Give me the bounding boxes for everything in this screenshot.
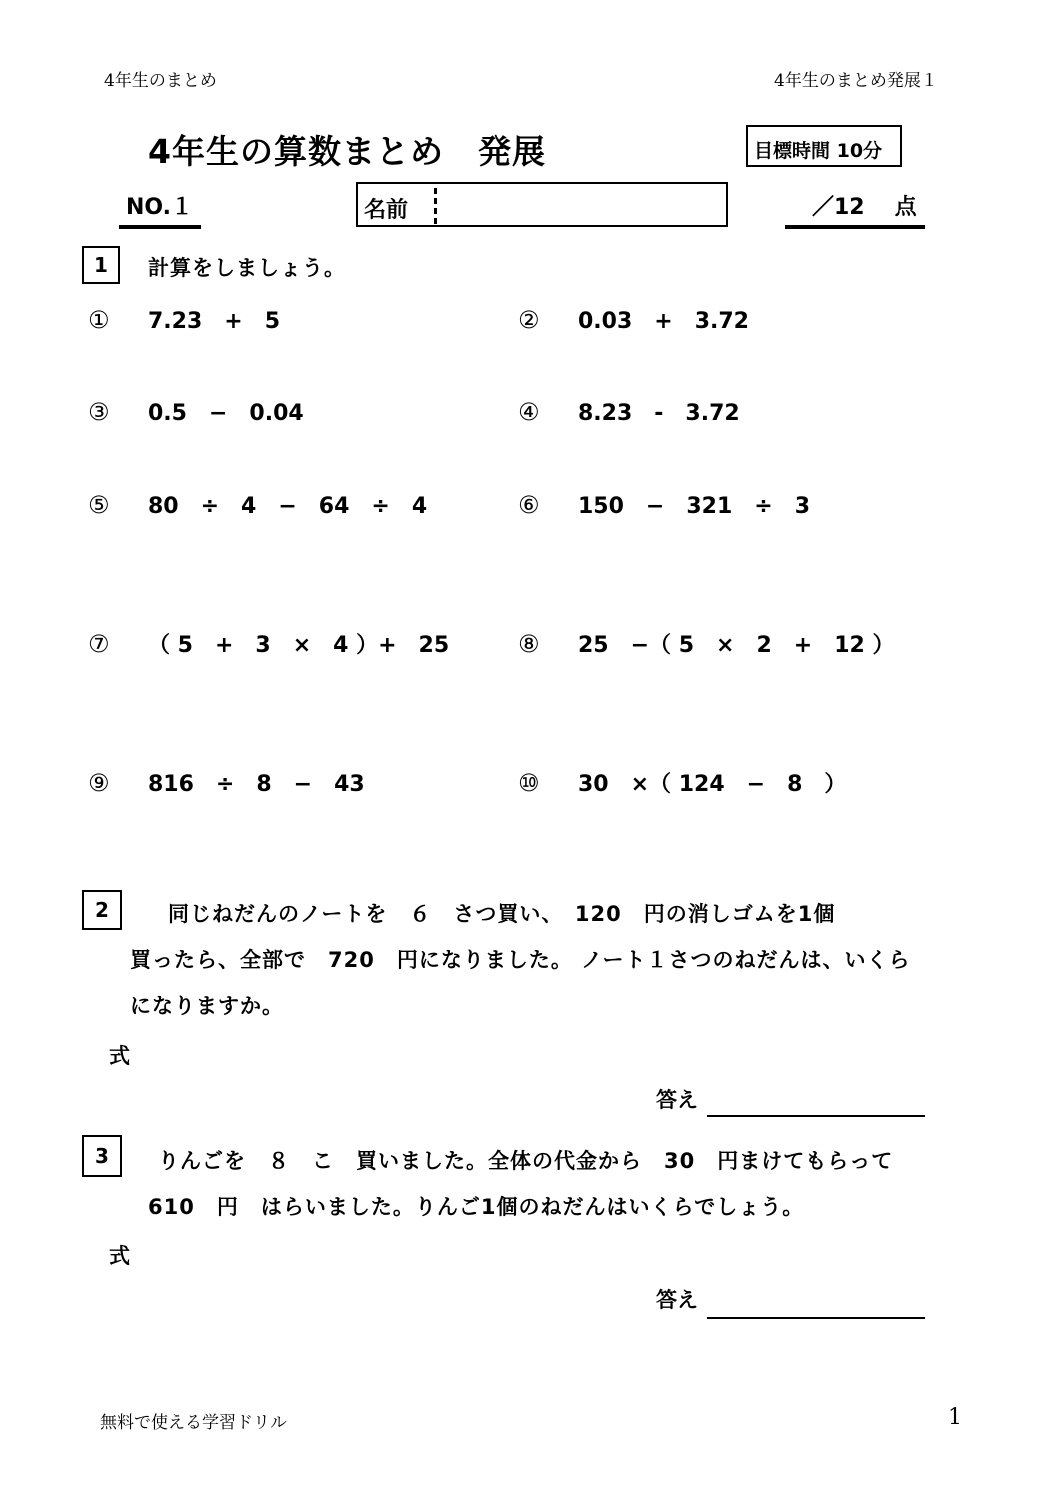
problem-1 bbox=[88, 304, 280, 335]
name-field[interactable] bbox=[356, 182, 728, 227]
section3-answer-label: 答え bbox=[656, 1288, 698, 1312]
problem-2-number: ② bbox=[518, 306, 540, 334]
section2-answer-line[interactable] bbox=[707, 1115, 925, 1117]
section2-line-3: になりますか。 bbox=[130, 994, 284, 1018]
problem-10-number: ⑩ bbox=[518, 769, 540, 797]
header-right: 4年生のまとめ発展１ bbox=[774, 71, 938, 91]
problem-9 bbox=[88, 767, 365, 798]
section2-formula-label: 式 bbox=[109, 1044, 131, 1068]
footer-left: 無料で使える学習ドリル bbox=[100, 1413, 287, 1433]
problem-10-expr: 30 ×（ 124 − 8 ） bbox=[578, 772, 847, 797]
problem-8-number: ⑧ bbox=[518, 630, 540, 658]
problem-8-expr: 25 −（ 5 × 2 + 12 ） bbox=[578, 633, 895, 658]
target-time-box bbox=[746, 125, 902, 167]
section3-number-box bbox=[82, 1135, 122, 1177]
section1-number-box bbox=[82, 246, 120, 284]
score-unit: 点 bbox=[894, 195, 917, 220]
problem-9-expr: 816 ÷ 8 − 43 bbox=[148, 772, 365, 797]
problem-7-expr: （ 5 + 3 × 4 ）+ 25 bbox=[148, 633, 450, 658]
problem-4 bbox=[518, 396, 740, 427]
target-time: 目標時間 10分 bbox=[754, 140, 883, 162]
problem-8 bbox=[518, 628, 894, 659]
problem-2-expr: 0.03 + 3.72 bbox=[578, 309, 749, 334]
problem-2 bbox=[518, 304, 749, 335]
section2-line-1: 同じねだんのノートを ６ さつ買い、 120 円の消しゴムを1個 bbox=[168, 902, 836, 926]
problem-4-number: ④ bbox=[518, 398, 540, 426]
problem-4-expr: 8.23 - 3.72 bbox=[578, 401, 740, 426]
section2-number: 2 bbox=[95, 898, 109, 922]
section3-answer-line[interactable] bbox=[707, 1317, 925, 1319]
title-sub: 発展 bbox=[477, 132, 546, 171]
section3-line-1: りんごを ８ こ 買いました。全体の代金から 30 円まけてもらって bbox=[158, 1149, 894, 1173]
section3-line-2: 610 円 はらいました。りんご1個のねだんはいくらでしょう。 bbox=[148, 1195, 805, 1219]
problem-7 bbox=[88, 628, 449, 659]
section1-number: 1 bbox=[94, 253, 108, 277]
sheet-number: NO.１ bbox=[126, 195, 193, 220]
section3-number: 3 bbox=[95, 1144, 109, 1168]
problem-3-expr: 0.5 − 0.04 bbox=[148, 401, 304, 426]
section2-line-2: 買ったら、全部で 720 円になりました。 ノート１さつのねだんは、いくら bbox=[130, 948, 911, 972]
name-label: 名前 bbox=[364, 198, 409, 223]
page-title bbox=[148, 126, 546, 173]
problem-6-expr: 150 − 321 ÷ 3 bbox=[578, 494, 811, 519]
problem-10 bbox=[518, 767, 846, 798]
sheet-number-underline bbox=[119, 225, 201, 229]
problem-9-number: ⑨ bbox=[88, 769, 110, 797]
problem-5 bbox=[88, 489, 427, 520]
problem-6 bbox=[518, 489, 810, 520]
page-number: 1 bbox=[948, 1405, 962, 1430]
section2-answer-label: 答え bbox=[656, 1088, 698, 1112]
title-main: 4年生の算数まとめ bbox=[148, 132, 444, 171]
problem-5-expr: 80 ÷ 4 − 64 ÷ 4 bbox=[148, 494, 428, 519]
section1-instruction: 計算をしましょう。 bbox=[148, 256, 346, 280]
problem-6-number: ⑥ bbox=[518, 491, 540, 519]
problem-1-expr: 7.23 + 5 bbox=[148, 309, 281, 334]
score bbox=[812, 190, 917, 221]
score-underline bbox=[785, 225, 925, 229]
name-divider bbox=[434, 188, 437, 224]
problem-3-number: ③ bbox=[88, 398, 110, 426]
section2-number-box bbox=[82, 890, 122, 930]
problem-3 bbox=[88, 396, 304, 427]
section3-formula-label: 式 bbox=[109, 1244, 131, 1268]
problem-5-number: ⑤ bbox=[88, 491, 110, 519]
score-total: ／12 bbox=[812, 195, 865, 220]
header-left: 4年生のまとめ bbox=[104, 71, 217, 91]
problem-7-number: ⑦ bbox=[88, 630, 110, 658]
problem-1-number: ① bbox=[88, 306, 110, 334]
